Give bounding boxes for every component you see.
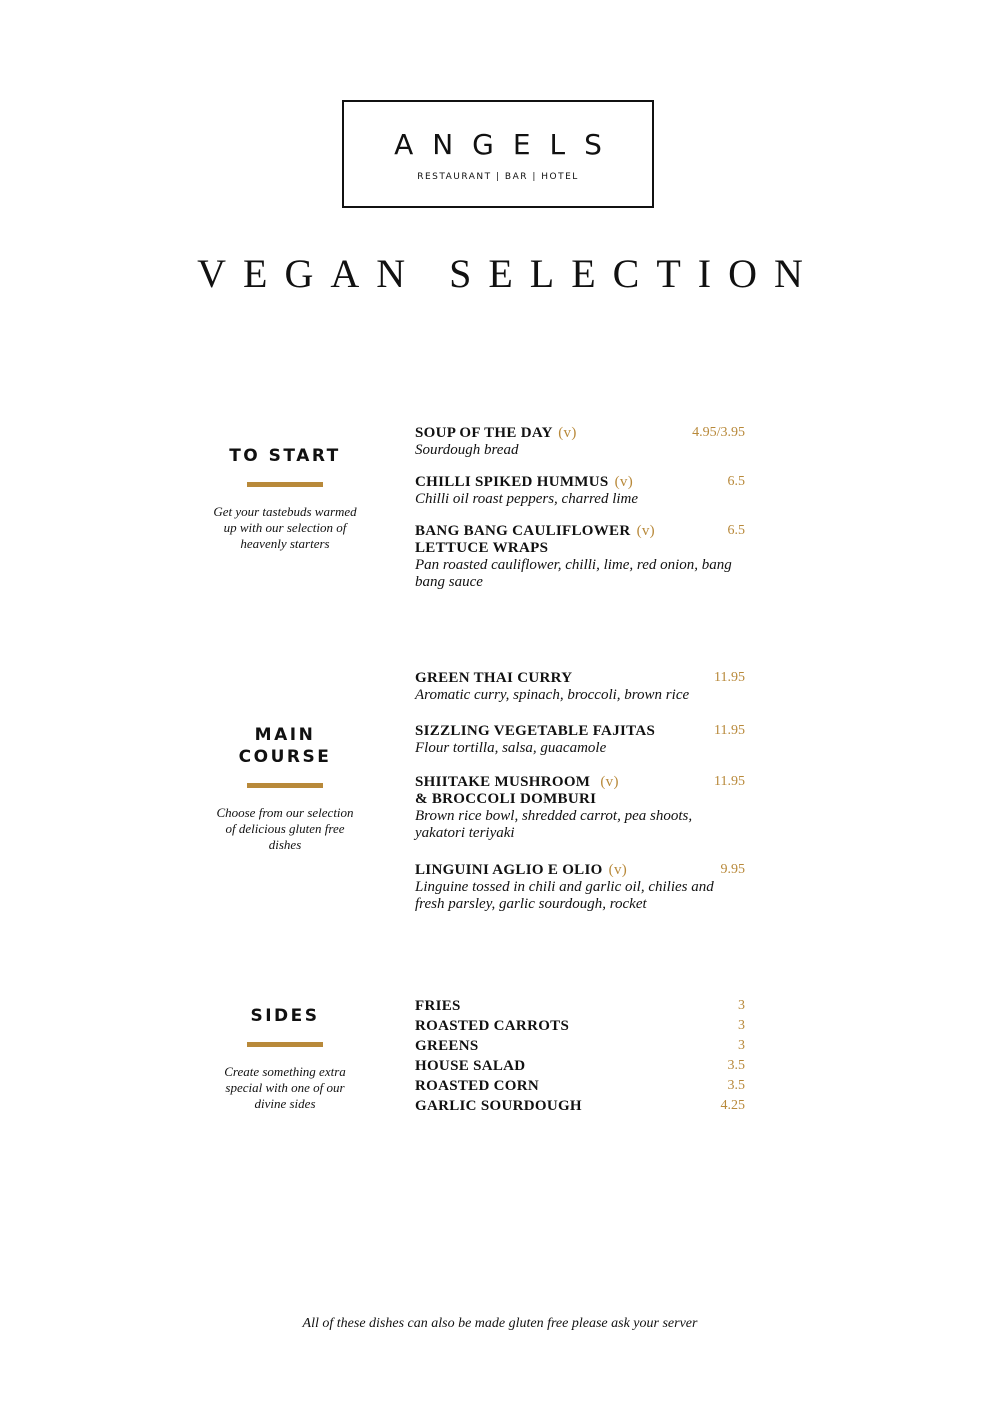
vegan-marker: (v) [600, 774, 619, 790]
side-price: 4.25 [720, 1098, 745, 1113]
menu-item [415, 774, 745, 842]
item-description: Pan roasted cauliflower, chilli, lime, red onion, bang bang sauce [415, 557, 732, 590]
side-price: 3.5 [727, 1058, 745, 1073]
item-description: Linguine tossed in chili and garlic oil, chilies and fresh parsley, garlic sourdough, rocket [415, 879, 714, 912]
section-description: Choose from our selection of delicious gluten free dishes [216, 805, 354, 852]
item-name: LINGUINI AGLIO E OLIO (v) [415, 862, 628, 878]
menu-item [415, 425, 745, 459]
side-item [415, 997, 745, 1015]
item-name: SIZZLING VEGETABLE FAJITAS [415, 723, 656, 739]
item-price: 11.95 [714, 774, 745, 789]
item-description: Flour tortilla, salsa, guacamole [415, 740, 607, 756]
item-description: Chilli oil roast peppers, charred lime [415, 491, 639, 507]
side-price: 3 [738, 998, 745, 1013]
item-price: 6.5 [727, 474, 745, 489]
side-name: GREENS [415, 1038, 479, 1054]
side-name: GARLIC SOURDOUGH [415, 1098, 582, 1114]
section-description: Create something extra special with one of our divine sides [224, 1064, 346, 1111]
side-item [415, 1037, 745, 1055]
item-price: 6.5 [727, 523, 745, 538]
vegan-marker: (v) [614, 474, 633, 490]
section-heading: SIDES [250, 1006, 320, 1026]
section-label-main [205, 724, 365, 853]
section-label-sides [205, 1005, 365, 1112]
item-name: SHIITAKE MUSHROOM (v) & BROCCOLI DOMBURI [415, 774, 619, 807]
item-price: 4.95/3.95 [692, 425, 745, 440]
item-name: CHILLI SPIKED HUMMUS (v) [415, 474, 633, 490]
item-price: 11.95 [714, 670, 745, 685]
logo [342, 100, 654, 208]
item-price: 9.95 [720, 862, 745, 877]
side-price: 3.5 [727, 1078, 745, 1093]
menu-item [415, 523, 745, 591]
side-name: ROASTED CORN [415, 1078, 540, 1094]
side-price: 3 [738, 1018, 745, 1033]
vegan-marker: (v) [636, 523, 655, 539]
vegan-marker: (v) [608, 862, 628, 878]
section-divider [247, 1042, 323, 1047]
brand-subtitle: RESTAURANT | BAR | HOTEL [417, 172, 579, 182]
item-price: 11.95 [714, 723, 745, 738]
side-name: FRIES [415, 998, 461, 1014]
side-price: 3 [738, 1038, 745, 1053]
vegan-marker: (v) [558, 425, 577, 441]
section-description: Get your tastebuds warmed up with our selection of heavenly starters [213, 504, 357, 551]
menu-item [415, 670, 745, 704]
menu-item [415, 723, 745, 757]
brand-name: ANGELS [394, 128, 621, 161]
menu-item [415, 862, 745, 913]
section-heading: TO START [229, 446, 341, 466]
page-title: VEGAN SELECTION [197, 251, 820, 296]
section-divider [247, 482, 323, 487]
item-name: SOUP OF THE DAY (v) [415, 425, 577, 441]
section-divider [247, 783, 323, 788]
side-item [415, 1077, 745, 1095]
section-label-start [205, 445, 365, 552]
item-description: Brown rice bowl, shredded carrot, pea shoots, yakatori teriyaki [415, 808, 693, 841]
section-heading: MAIN COURSE [238, 725, 332, 767]
item-description: Aromatic curry, spinach, broccoli, brown rice [415, 687, 690, 703]
item-name: BANG BANG CAULIFLOWER (v) LETTUCE WRAPS [415, 523, 655, 556]
side-name: ROASTED CARROTS [415, 1018, 570, 1034]
footer-note: All of these dishes can also be made gluten free please ask your server [302, 1316, 698, 1331]
item-name: GREEN THAI CURRY [415, 670, 573, 686]
side-item [415, 1017, 745, 1035]
side-item [415, 1097, 745, 1115]
menu-item [415, 474, 745, 508]
side-name: HOUSE SALAD [415, 1058, 526, 1074]
side-item [415, 1057, 745, 1075]
item-description: Sourdough bread [415, 442, 519, 458]
